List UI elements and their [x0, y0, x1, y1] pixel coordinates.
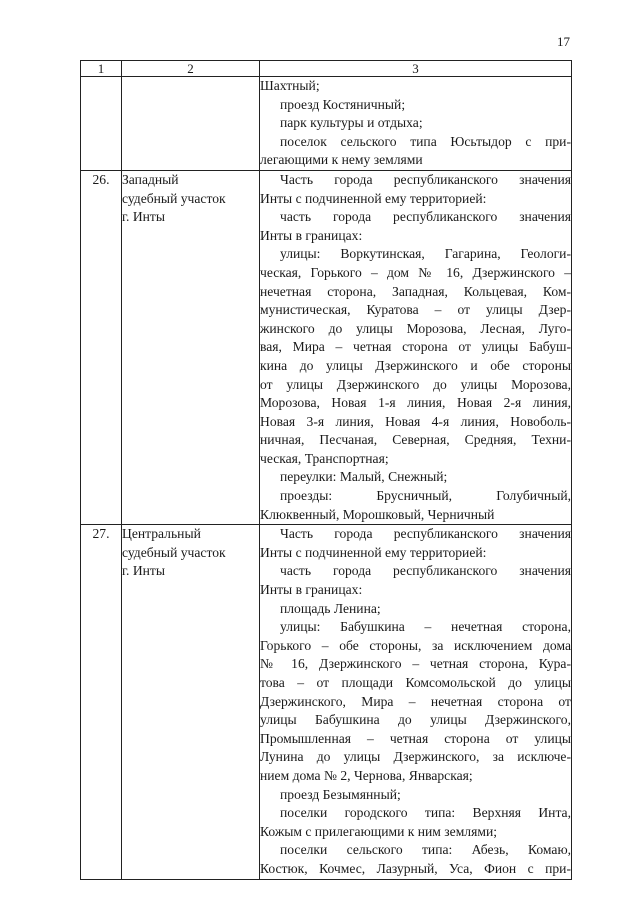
description-line: проезды: Брусничный, Голубичный,	[280, 488, 571, 504]
description-line: нечетная сторона, Западная, Кольцевая, Ком-	[260, 283, 571, 299]
district-territory-description	[260, 525, 572, 879]
districts-table	[80, 60, 572, 880]
description-line: проезд Костяничный;	[280, 96, 406, 112]
description-line: Инты в границах:	[260, 227, 363, 243]
court-district-name	[122, 77, 260, 171]
description-line: Кожым с прилегающими к ним землями;	[260, 823, 498, 839]
district-name-line: Западный	[122, 171, 179, 187]
row-number	[81, 77, 122, 171]
description-line: проезд Безымянный;	[280, 786, 401, 802]
column-header-number: 1	[81, 61, 122, 77]
description-line: ческая, Транспортная;	[260, 450, 389, 466]
description-line: вая, Мира – четная сторона от улицы Бабуш-	[260, 339, 571, 355]
row-number: 26.	[81, 170, 122, 524]
table-row	[81, 525, 572, 879]
description-line: от улицы Дзержинского до улицы Морозова,	[260, 376, 571, 392]
description-line: парк культуры и отдыха;	[280, 115, 423, 131]
description-line: мунистическая, Куратова – от улицы Дзер-	[260, 302, 571, 318]
row-number: 27.	[81, 525, 122, 879]
description-line: поселки городского типа: Верхняя Инта,	[280, 805, 571, 821]
district-territory-description	[260, 77, 572, 171]
court-district-name	[122, 170, 260, 524]
court-district-name	[122, 525, 260, 879]
district-name-line: г. Инты	[122, 209, 166, 225]
description-line: нием дома № 2, Чернова, Январская;	[260, 767, 473, 783]
description-line: жинского до улицы Морозова, Лесная, Луго-	[260, 320, 571, 336]
description-line: ческая, Горького – дом № 16, Дзержинского –	[260, 264, 571, 280]
district-name-line: судебный участок	[122, 190, 226, 206]
district-name-line: судебный участок	[122, 544, 226, 560]
page-number: 17	[557, 34, 570, 49]
description-line: часть города республиканского значения	[280, 209, 571, 225]
description-line: Костюк, Кочмес, Лазурный, Уса, Фион с при-	[260, 860, 571, 876]
description-line: Горького – обе стороны, за исключением дома	[260, 637, 571, 653]
district-territory-description	[260, 170, 572, 524]
description-line: Новая 3-я линия, Новая 4-я линия, Новоболь-	[260, 413, 571, 429]
column-header-name: 2	[122, 61, 260, 77]
description-line: поселок сельского типа Юсьтыдор с при-	[280, 133, 571, 149]
description-line: улицы Бабушкина до улицы Дзержинского,	[260, 712, 571, 728]
description-line: Часть города республиканского значения	[280, 526, 571, 542]
description-line: улицы: Бабушкина – нечетная сторона,	[280, 619, 571, 635]
table-row	[81, 170, 572, 524]
description-line: Инты с подчиненной ему территорией:	[260, 190, 487, 206]
description-line: площадь Ленина;	[280, 600, 381, 616]
description-line: Промышленная – четная сторона от улицы	[260, 730, 571, 746]
description-line: ничная, Песчаная, Северная, Средняя, Техни-	[260, 432, 571, 448]
column-header-description: 3	[260, 61, 572, 77]
district-name-line: Центральный	[122, 526, 201, 542]
description-line: № 16, Дзержинского – четная сторона, Кура-	[260, 656, 571, 672]
description-line: Дзержинского, Мира – нечетная сторона от	[260, 693, 571, 709]
description-line: Клюквенный, Морошковый, Черничный	[260, 506, 495, 522]
description-line: улицы: Воркутинская, Гагарина, Геологи-	[280, 246, 571, 262]
description-line: кина до улицы Дзержинского и обе стороны	[260, 357, 571, 373]
description-line: легающими к нему землями	[260, 152, 423, 168]
table-row	[81, 77, 572, 171]
description-line: Морозова, Новая 1-я линия, Новая 2-я линия,	[260, 395, 571, 411]
description-line: Инты в границах:	[260, 582, 363, 598]
description-line: Инты с подчиненной ему территорией:	[260, 544, 487, 560]
description-line: Лунина до улицы Дзержинского, за исключе-	[260, 749, 571, 765]
description-line: поселки сельского типа: Абезь, Комаю,	[280, 842, 571, 858]
description-line: Шахтный;	[260, 78, 320, 93]
table-header-row	[81, 61, 572, 77]
district-name-line: г. Инты	[122, 563, 166, 579]
description-line: Часть города республиканского значения	[280, 171, 571, 187]
description-line: това – от площади Комсомольской до улицы	[260, 675, 571, 690]
description-line: переулки: Малый, Снежный;	[280, 469, 448, 485]
description-line: часть города республиканского значения	[280, 563, 571, 579]
